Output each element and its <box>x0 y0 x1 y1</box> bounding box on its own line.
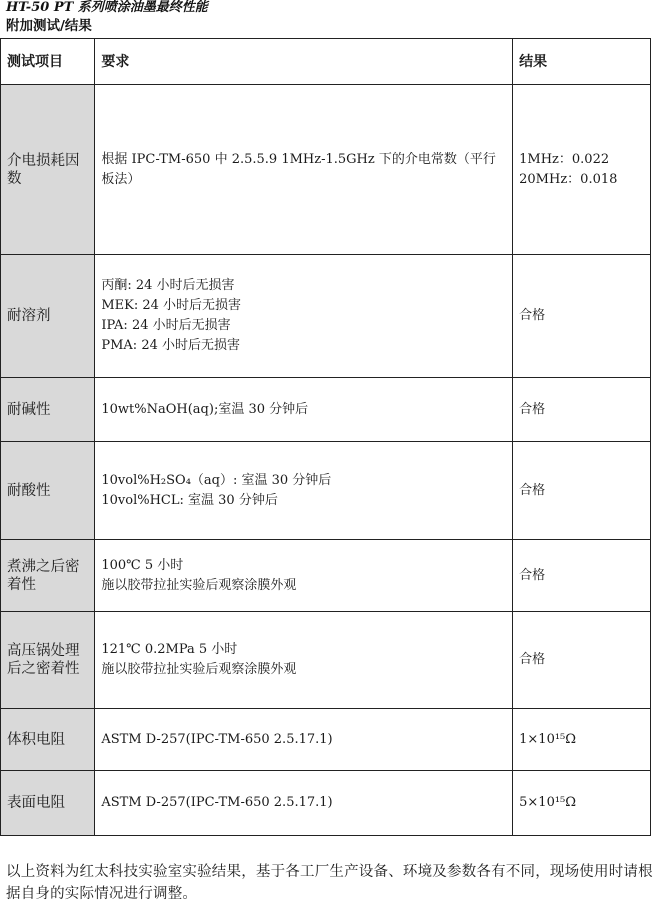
requirement-line: 10wt%NaOH(aq);室温 30 分钟后 <box>101 401 309 417</box>
column-header-result: 结果 <box>513 39 651 85</box>
requirement-line: 10vol%H₂SO₄（aq）: 室温 30 分钟后 <box>101 472 332 488</box>
result-cell <box>513 612 651 709</box>
table-row <box>1 612 651 709</box>
result-line: 合格 <box>519 308 546 323</box>
requirement-line: 施以胶带拉扯实验后观察涂膜外观 <box>101 662 297 677</box>
requirement-line: ASTM D-257(IPC-TM-650 2.5.17.1) <box>101 731 333 747</box>
requirement-line: 根据 IPC-TM-650 中 2.5.5.9 1MHz-1.5GHz 下的介电常数（平行板法） <box>101 151 496 187</box>
test-item-label: 耐溶剂 <box>7 308 51 324</box>
column-header-item: 测试项目 <box>1 39 95 85</box>
table-row <box>1 709 651 771</box>
test-item-cell <box>1 709 95 771</box>
requirement-cell <box>95 771 513 836</box>
test-item-label: 耐碱性 <box>7 401 51 418</box>
result-line: 合格 <box>519 401 546 417</box>
result-cell <box>513 540 651 612</box>
requirement-cell <box>95 442 513 540</box>
result-cell <box>513 771 651 836</box>
result-line: 合格 <box>519 652 546 667</box>
test-item-label: 高压锅处理后之密着性 <box>7 643 80 677</box>
requirement-line: PMA: 24 小时后无损害 <box>101 338 240 353</box>
requirement-cell <box>95 378 513 442</box>
test-item-cell <box>1 612 95 709</box>
result-cell <box>513 85 651 255</box>
disclaimer-note: 以上资料为红太科技实验室实验结果，基于各工厂生产设备、环境及参数各有不同，现场使用时请根据自身的实际情况进行调整。 <box>6 864 653 902</box>
table-row <box>1 255 651 378</box>
requirement-line: 121℃ 0.2MPa 5 小时 <box>101 642 238 657</box>
table-row <box>1 442 651 540</box>
test-item-label: 煮沸之后密着性 <box>7 558 80 593</box>
test-item-cell <box>1 378 95 442</box>
test-item-cell <box>1 85 95 255</box>
result-line: 1MHz：0.022 <box>519 151 610 167</box>
test-item-cell <box>1 442 95 540</box>
section-subtitle: 附加测试/结果 <box>6 18 92 34</box>
requirement-line: 丙酮: 24 小时后无损害 <box>101 278 235 293</box>
requirement-cell <box>95 540 513 612</box>
table-row <box>1 540 651 612</box>
test-item-label: 体积电阻 <box>7 731 65 748</box>
requirement-line: 100℃ 5 小时 <box>101 557 184 573</box>
requirement-cell <box>95 612 513 709</box>
document-title: HT-50 PT 系列喷涂油墨最终性能 <box>6 0 208 15</box>
test-item-label: 表面电阻 <box>7 795 65 811</box>
table-header-row <box>1 39 651 85</box>
result-cell <box>513 442 651 540</box>
test-item-cell <box>1 771 95 836</box>
test-item-cell <box>1 255 95 378</box>
requirement-line: MEK: 24 小时后无损害 <box>101 298 242 313</box>
requirement-cell <box>95 709 513 771</box>
test-results-table <box>0 38 651 836</box>
requirement-line: 10vol%HCL: 室温 30 分钟后 <box>101 492 278 508</box>
test-item-cell <box>1 540 95 612</box>
result-cell <box>513 378 651 442</box>
requirement-line: 施以胶带拉扯实验后观察涂膜外观 <box>101 577 297 593</box>
result-cell <box>513 709 651 771</box>
requirement-line: IPA: 24 小时后无损害 <box>101 318 231 333</box>
result-line: 5×10¹⁵Ω <box>519 795 577 810</box>
result-cell <box>513 255 651 378</box>
test-item-label: 耐酸性 <box>7 482 51 499</box>
test-item-label: 介电损耗因数 <box>7 152 80 187</box>
column-header-requirement: 要求 <box>95 39 513 85</box>
requirement-cell <box>95 255 513 378</box>
result-line: 合格 <box>519 482 546 498</box>
requirement-cell <box>95 85 513 255</box>
requirement-line: ASTM D-257(IPC-TM-650 2.5.17.1) <box>101 795 333 810</box>
result-line: 合格 <box>519 567 546 583</box>
result-line: 1×10¹⁵Ω <box>519 731 577 747</box>
table-row <box>1 771 651 836</box>
table-row <box>1 85 651 255</box>
result-line: 20MHz：0.018 <box>519 171 618 187</box>
table-row <box>1 378 651 442</box>
